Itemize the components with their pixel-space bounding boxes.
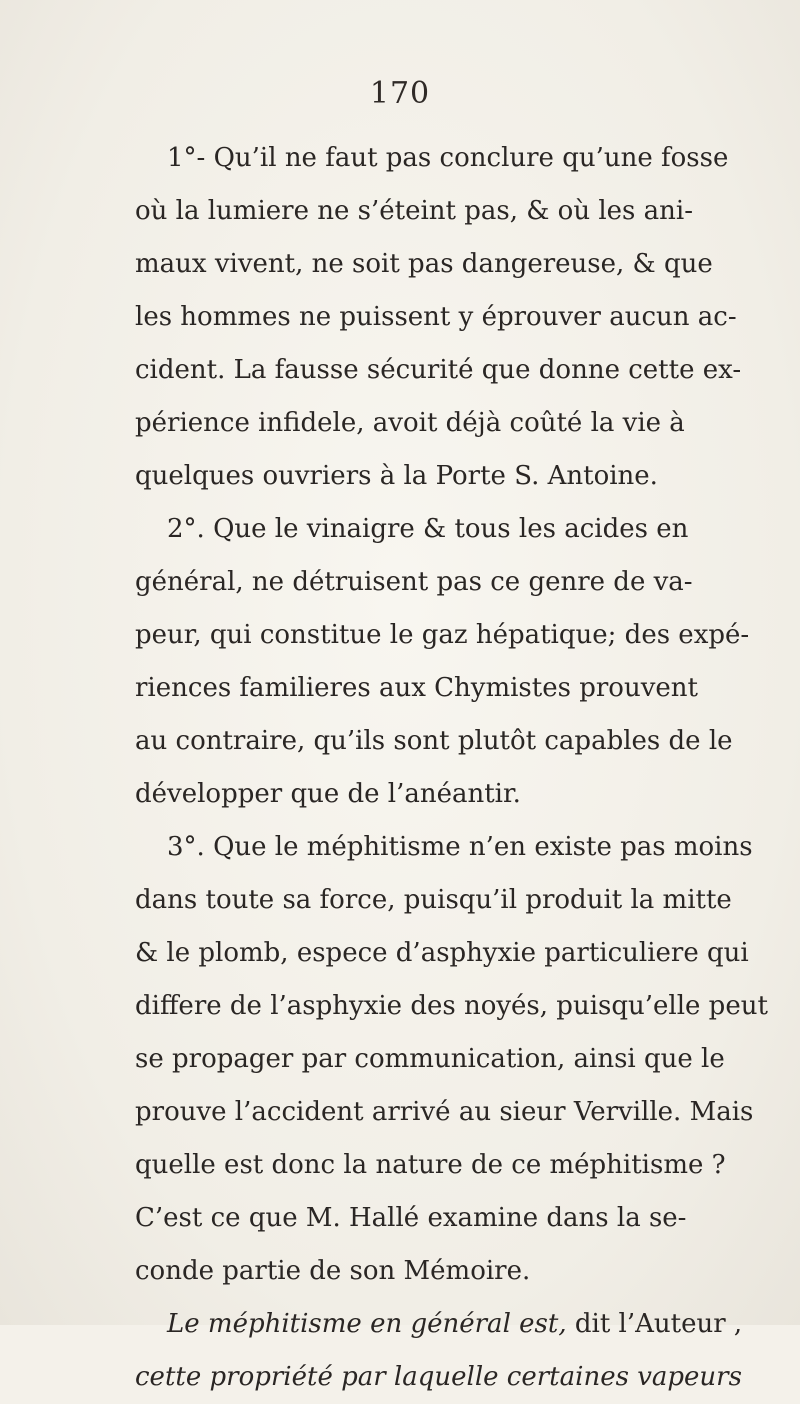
page-number: 170 (369, 76, 431, 111)
text-line: développer que de l’anéantir. (135, 779, 521, 809)
text-line: où la lumiere ne s’éteint pas, & où les ani- (135, 196, 693, 226)
text-line: cette propriété par laquelle certaines vapeurs (135, 1362, 742, 1392)
text-line: conde partie de son Mémoire. (135, 1256, 531, 1286)
text-line: dans toute sa force, puisqu’il produit la mitte (135, 885, 732, 915)
text-line: 1°- Qu’il ne faut pas conclure qu’une fosse (167, 143, 729, 173)
text-line: général, ne détruisent pas ce genre de va- (135, 567, 693, 597)
text-line: cident. La fausse sécurité que donne cette ex- (135, 355, 742, 385)
text-line: les hommes ne puissent y éprouver aucun ac- (135, 302, 737, 332)
text-line: riences familieres aux Chymistes prouvent (135, 673, 698, 703)
text-line: quelle est donc la nature de ce méphitisme ? (135, 1150, 726, 1180)
text-line: 2°. Que le vinaigre & tous les acides en (167, 514, 689, 544)
roman-phrase: dit l’Auteur , (566, 1309, 743, 1339)
text-line: se propager par communication, ainsi que le (135, 1044, 725, 1074)
text-line: maux vivent, ne soit pas dangereuse, & que (135, 249, 713, 279)
text-line: & le plomb, espece d’asphyxie particuliere qui (135, 938, 749, 968)
text-line: 3°. Que le méphitisme n’en existe pas moins (167, 832, 753, 862)
text-line: peur, qui constitue le gaz hépatique; des expé- (135, 620, 750, 650)
text-line: quelques ouvriers à la Porte S. Antoine. (135, 461, 658, 491)
text-line: au contraire, qu’ils sont plutôt capables de le (135, 726, 733, 756)
text-line: prouve l’accident arrivé au sieur Verville. Mais (135, 1097, 754, 1127)
body-text (135, 132, 768, 1404)
text-line: C’est ce que M. Hallé examine dans la se- (135, 1203, 687, 1233)
text-line: differe de l’asphyxie des noyés, puisqu’elle peut (135, 991, 768, 1021)
text-line: périence infidele, avoit déjà coûté la vie à (135, 408, 685, 438)
italic-phrase: Le méphitisme en général est, (167, 1309, 567, 1339)
